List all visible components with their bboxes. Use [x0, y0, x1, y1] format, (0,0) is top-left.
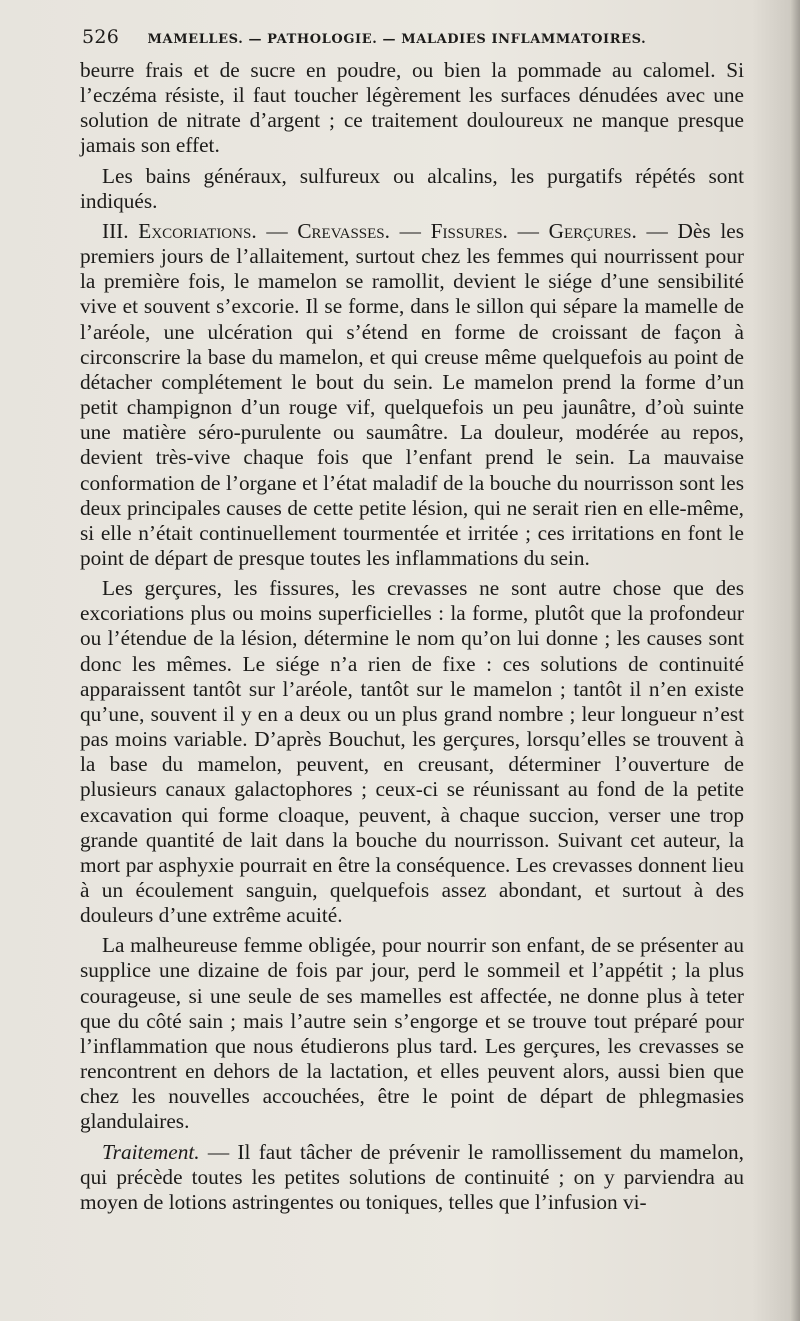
paragraph-5: La malheureuse femme obligée, pour nourrir son enfant, de se présenter au supplice une dizaine de fois par jour, perd le sommeil et l’appétit ; la plus courageuse, si une seule de ses mamelles est affectée, ne donne plus à teter que du côté sain ; mais l’autre sein s’engorge et se trouve tout préparé pour l’inflammation que nous étudierons plus tard. Les gerçures, les crevasses se rencontrent en dehors de la lactation, et elles peuvent alors, aussi bien que chez les nouvelles accouchées, être le point de départ de phlegmasies glandulaires. [80, 933, 744, 1134]
running-header [82, 26, 772, 48]
paragraph-2: Les bains généraux, sulfureux ou alcalins, les purgatifs répétés sont indiqués. [80, 163, 744, 213]
paragraph-6-text: — Il faut tâcher de prévenir le ramollissement du mamelon, qui précède toutes les petites solutions de continuité ; on y parviendra au moyen de lotions astringentes ou toniques, telles que l’infusion vi- [80, 1139, 744, 1214]
running-title: MAMELLES. — PATHOLOGIE. — MALADIES INFLAMMATOIRES. [147, 32, 647, 47]
treatment-heading: Traitement. [102, 1139, 200, 1164]
paragraph-4: Les gerçures, les fissures, les crevasses ne sont autre chose que des excoriations plus ou moins superficielles : la forme, plutôt que la profondeur ou l’étendue de la lésion, détermine le nom qu’on lui donne ; les causes sont donc les mêmes. Le siége n’a rien de fixe : ces solutions de continuité apparaissent tantôt sur l’aréole, tantôt sur le mamelon ; tantôt il n’en existe qu’une, souvent il y en a deux ou un plus grand nombre ; leur longueur n’est pas moins variable. D’après Bouchut, les gerçures, lorsqu’elles se trouvent à la base du mamelon, peuvent, en creusant, déterminer l’ouverture de plusieurs canaux galactophores ; ceux-ci se réunissant au fond de la petite excavation qui forme cloaque, peuvent, à chaque succion, verser une trop grande quantité de lait dans la bouche du nourrisson. Suivant cet auteur, la mort par asphyxie pourrait en être la conséquence. Les crevasses donnent lieu à un écoulement sanguin, quelquefois assez abondant, et surtout à des douleurs d’une extrême acuité. [80, 576, 744, 928]
section-heading: III. Excoriations. — Crevasses. — Fissures. — Gerçures. — [102, 218, 668, 243]
paragraph-6 [80, 1140, 744, 1215]
page-edge [790, 0, 800, 1321]
paragraph-3-text: Dès les premiers jours de l’allaitement, surtout chez les femmes qui nourrissent pour la première fois, le mamelon se ramollit, devient le siége d’une sensibilité vive et souvent s’excorie. Il se forme, dans le sillon qui sépare la mamelle de l’aréole, une ulcération qui s’étend en forme de croissant de façon à circonscrire la base du mamelon, et qui creuse même quelquefois au point de détacher complétement le bout du sein. Le mamelon prend la forme d’un petit champignon d’un rouge vif, quelquefois un peu jaunâtre, d’où suinte une matière séro-purulente ou saumâtre. La douleur, modérée au repos, devient très-vive chaque fois que l’enfant prend le sein. La mauvaise conformation de l’organe et l’état maladif de la bouche du nourrisson sont les deux principales causes de cette petite lésion, qui ne serait rien en elle-même, si elle n’était continuellement tourmentée et irritée ; ces irritations en font le point de départ de presque toutes les inflammations du sein. [80, 218, 744, 570]
paragraph-3 [80, 219, 744, 571]
body-text [80, 58, 744, 1215]
paragraph-1: beurre frais et de sucre en poudre, ou bien la pommade au calomel. Si l’eczéma résiste, il faut toucher légèrement les surfaces dénudées avec une solution de nitrate d’argent ; ce traitement douloureux ne manque presque jamais son effet. [80, 58, 744, 158]
page-number: 526 [82, 26, 120, 48]
